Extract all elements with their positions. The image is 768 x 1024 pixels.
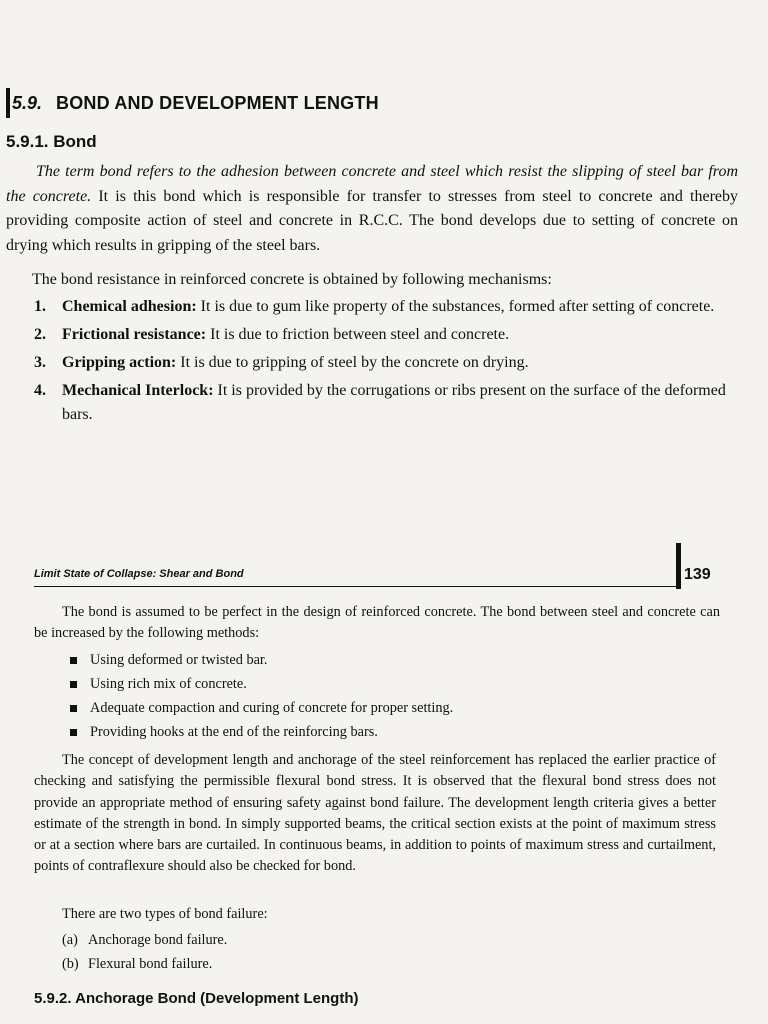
item-label: (b) bbox=[62, 956, 79, 972]
bullet-square-icon bbox=[70, 729, 77, 736]
bullet-square-icon bbox=[70, 705, 77, 712]
item-term: Gripping action: bbox=[62, 354, 177, 371]
bond-methods-list bbox=[70, 648, 453, 744]
list-item bbox=[62, 928, 227, 952]
page-number-bar bbox=[676, 543, 681, 589]
item-number: 3. bbox=[34, 354, 46, 371]
bullet-text: Using deformed or twisted bar. bbox=[90, 652, 268, 668]
list-item bbox=[34, 379, 738, 427]
list-item bbox=[34, 295, 738, 319]
item-text: It is due to gum like property of the substances, formed after setting of concrete. bbox=[196, 298, 715, 315]
list-item bbox=[70, 720, 453, 744]
item-term: Chemical adhesion: bbox=[62, 298, 197, 315]
list-item bbox=[62, 952, 227, 976]
bullet-text: Adequate compaction and curing of concrete for proper setting. bbox=[90, 700, 454, 716]
list-item bbox=[34, 351, 738, 375]
list-item bbox=[34, 323, 738, 347]
item-text: It is due to gripping of steel by the concrete on drying. bbox=[176, 354, 529, 371]
failure-types-list bbox=[62, 928, 227, 976]
running-header-title: Limit State of Collapse: Shear and Bond bbox=[34, 568, 244, 580]
item-number: 4. bbox=[34, 382, 46, 399]
intro-paragraph bbox=[6, 160, 738, 258]
bullet-square-icon bbox=[70, 657, 77, 664]
bullet-text: Providing hooks at the end of the reinforcing bars. bbox=[90, 724, 378, 740]
section-number: 5.9. bbox=[12, 92, 43, 113]
list-item bbox=[70, 696, 453, 720]
item-term: Mechanical Interlock: bbox=[62, 382, 214, 399]
list-item bbox=[70, 648, 453, 672]
section-marker-bar bbox=[6, 88, 10, 118]
header-rule bbox=[34, 586, 678, 587]
item-number: 1. bbox=[34, 298, 46, 315]
section-title: BOND AND DEVELOPMENT LENGTH bbox=[56, 92, 379, 113]
item-label: (a) bbox=[62, 932, 78, 948]
subsection-heading-bond: 5.9.1. Bond bbox=[6, 132, 97, 151]
section-heading bbox=[6, 88, 379, 118]
mechanisms-intro: The bond resistance in reinforced concrete is obtained by following mechanisms: bbox=[32, 271, 552, 288]
intro-text: It is this bond which is responsible for transfer to stresses from steel to concrete and thereby providing composite action of steel and concrete in R.C.C. The bond develops due to setting of concrete on drying which results in gripping of the steel bars. bbox=[6, 187, 738, 254]
item-term: Frictional resistance: bbox=[62, 326, 207, 343]
item-text: Flexural bond failure. bbox=[88, 956, 213, 972]
item-text: It is due to friction between steel and concrete. bbox=[206, 326, 510, 343]
bond-methods-intro: The bond is assumed to be perfect in the design of reinforced concrete. The bond between steel and concrete can be increased by the following methods: bbox=[34, 604, 720, 641]
item-text: It is provided by the corrugations or ribs present on the surface of the deformed bars. bbox=[62, 382, 726, 423]
bullet-text: Using rich mix of concrete. bbox=[90, 676, 247, 692]
development-length-paragraph: The concept of development length and anchorage of the steel reinforcement has replaced the earlier practice of checking and satisfying the permissible flexural bond stress. It is observed that the flexural bond stress does not provide an appropriate method of ensuring safety against bond failure. The development length criteria gives a better estimate of the strength in bond. In simply supported beams, the critical section exists at the point of maximum stress or at a section where bars are curtailed. In continuous beams, in addition to points of maximum stress and curtailment, points of contraflexure should also be checked for bond. bbox=[34, 752, 716, 875]
failure-types-intro: There are two types of bond failure: bbox=[62, 906, 268, 922]
list-item bbox=[70, 672, 453, 696]
subsection-heading-anchorage-bond: 5.9.2. Anchorage Bond (Development Length) bbox=[34, 990, 359, 1007]
bullet-square-icon bbox=[70, 681, 77, 688]
mechanisms-list bbox=[34, 295, 738, 431]
item-text: Anchorage bond failure. bbox=[88, 932, 228, 948]
bond-definition: The term bond refers to the adhesion between concrete and steel which resist the slipping of steel bar from the concrete. bbox=[6, 163, 738, 205]
page-number: 139 bbox=[684, 566, 711, 583]
item-number: 2. bbox=[34, 326, 46, 343]
